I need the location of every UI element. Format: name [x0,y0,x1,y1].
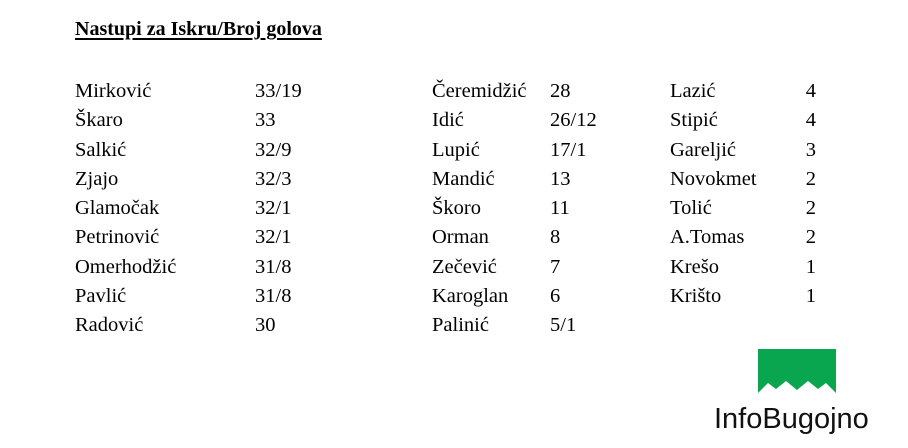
player-stat: 2 [805,167,816,190]
player-name: Palinić [432,314,489,337]
player-stat: 33 [255,109,276,132]
player-stat: 32/1 [255,226,292,249]
player-stat: 17/1 [550,138,587,161]
player-name: Krešo [670,255,719,278]
player-name: Mirković [75,80,152,102]
player-name: Petrinović [75,226,160,249]
page-title: Nastupi za Iskru/Broj golova [75,18,322,40]
player-stat: 3 [805,138,816,161]
player-stat: 33/19 [255,80,302,102]
mountain-logo-icon [758,349,836,393]
player-stat: 2 [805,226,816,249]
player-stat: 4 [805,109,816,132]
player-stat: 1 [805,285,816,308]
player-stat: 32/3 [255,167,292,190]
player-name: Glamočak [75,197,160,220]
player-name: Idić [432,109,464,132]
player-stat: 4 [805,80,816,102]
player-stat: 2 [805,197,816,220]
player-stat: 1 [805,255,816,278]
player-stat: 26/12 [550,109,597,132]
player-name: Mandić [432,167,495,190]
player-stat: 11 [550,197,570,220]
player-name: Pavlić [75,285,127,308]
player-name: Lazić [670,80,716,102]
player-stat: 7 [550,255,561,278]
player-name: A.Tomas [670,226,745,249]
player-name: Stipić [670,109,718,132]
player-name: Radović [75,314,144,337]
player-name: Gareljić [670,138,737,161]
player-stat: 31/8 [255,285,292,308]
player-stat: 32/1 [255,197,292,220]
player-stat: 8 [550,226,561,249]
player-name: Čeremidžić [432,80,527,102]
player-name: Novokmet [670,167,757,190]
player-name: Karoglan [432,285,509,308]
player-name: Tolić [670,197,712,220]
player-stat: 32/9 [255,138,292,161]
player-name: Škaro [75,109,123,132]
infobugojno-logo [712,349,887,441]
player-stat: 5/1 [550,314,577,337]
player-stat: 31/8 [255,255,292,278]
player-name: Omerhodžić [75,255,177,278]
player-name: Zečević [432,255,497,278]
player-name: Lupić [432,138,480,161]
player-name: Orman [432,226,489,249]
player-name: Salkić [75,138,127,161]
player-stat: 30 [255,314,276,337]
player-stat: 13 [550,167,571,190]
player-name: Škoro [432,197,481,220]
player-name: Krišto [670,285,722,308]
logo-text: InfoBugojno [714,403,869,435]
player-name: Zjajo [75,167,119,190]
player-stat: 28 [550,80,571,102]
player-stat: 6 [550,285,561,308]
